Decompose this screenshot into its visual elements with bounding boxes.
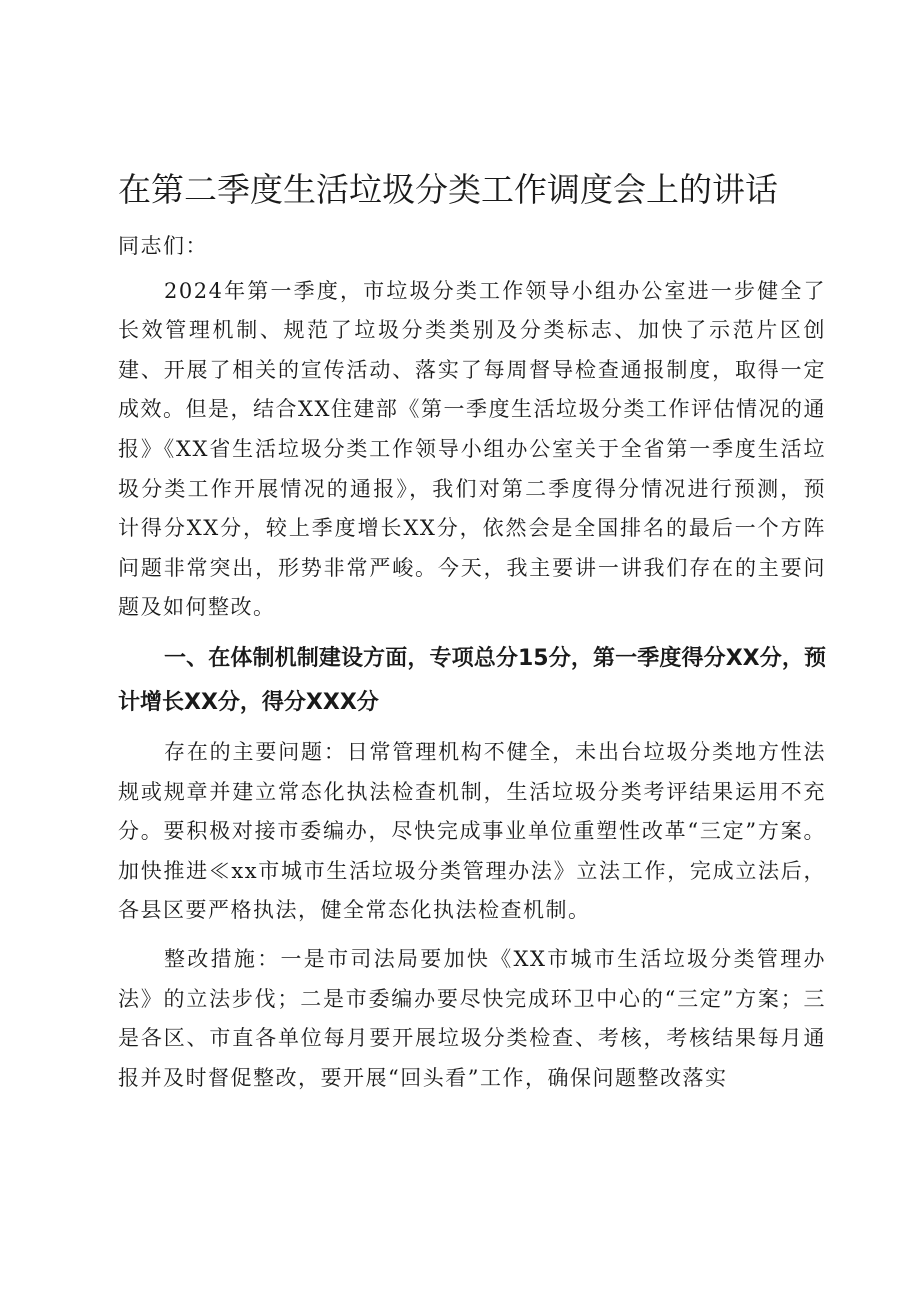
document-title: 在第二季度生活垃圾分类工作调度会上的讲话: [118, 170, 778, 209]
measures-paragraph: 整改措施：一是市司法局要加快《XX市城市生活垃圾分类管理办法》的立法步伐；二是市委编办要尽快完成环卫中心的“三定”方案；三是各区、市直各单位每月要开展垃圾分类检查、考核，考核结果每月通报并及时督促整改，要开展“回头看”工作，确保问题整改落实: [118, 946, 826, 1090]
document-body: [118, 227, 826, 1098]
intro-paragraph: 2024年第一季度，市垃圾分类工作领导小组办公室进一步健全了长效管理机制、规范了垃圾分类类别及分类标志、加快了示范片区创建、开展了相关的宣传活动、落实了每周督导检查通报制度，取得一定成效。但是，结合XX住建部《第一季度生活垃圾分类工作评估情况的通报》《XX省生活垃圾分类工作领导小组办公室关于全省第一季度生活垃圾分类工作开展情况的通报》，我们对第二季度得分情况进行预测，预计得分XX分，较上季度增长XX分，依然会是全国排名的最后一个方阵问题非常突出，形势非常严峻。今天，我主要讲一讲我们存在的主要问题及如何整改。: [118, 278, 826, 620]
salutation: 同志们：: [118, 234, 208, 258]
problems-paragraph: 存在的主要问题：日常管理机构不健全，未出台垃圾分类地方性法规或规章并建立常态化执法检查机制，生活垃圾分类考评结果运用不充分。要积极对接市委编办，尽快完成事业单位重塑性改革“三定”方案。加快推进≪xx市城市生活垃圾分类管理办法》立法工作，完成立法后，各县区要严格执法，健全常态化执法检查机制。: [118, 739, 826, 923]
section-heading: 一、在体制机制建设方面，专项总分15分，第一季度得分XX分，预计增长XX分，得分XXX分: [118, 645, 826, 715]
